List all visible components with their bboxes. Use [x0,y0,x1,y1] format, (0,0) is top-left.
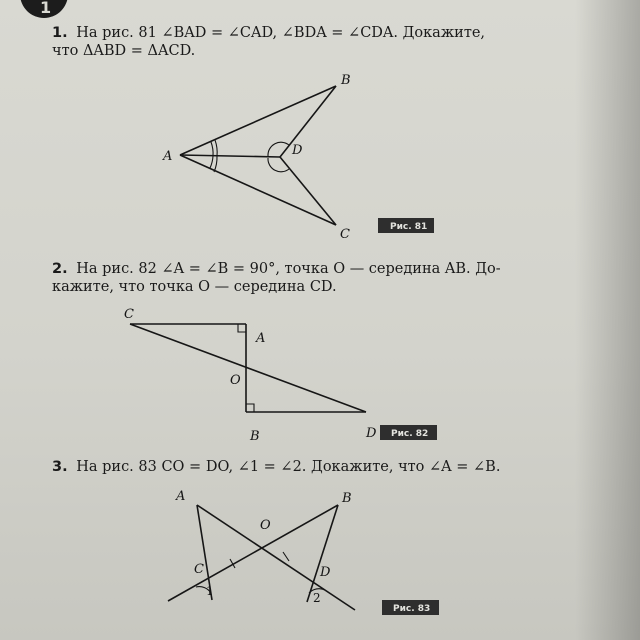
problem-1-line-1: На рис. 81 ∠BAD = ∠CAD, ∠BDA = ∠CDA. Докажите, [76,25,486,41]
point-c-label-81: C [340,227,350,242]
segment-dc [280,157,336,225]
figure-83 [168,489,439,615]
figure-82-tag: Рис. 82 [391,429,429,439]
angle-2-label: 2 [313,591,321,605]
figure-81-tag: Рис. 81 [390,222,428,232]
problem-2-line-2: кажите, что точка O — середина CD. [52,279,337,295]
point-b-label-81: B [341,73,351,88]
problem-2-line-1: На рис. 82 ∠A = ∠B = 90°, точка O — середина AB. До- [76,261,501,277]
angle-bad-arc-2 [215,140,217,156]
point-b-label-83: B [342,491,352,506]
point-d-label-81: D [292,143,303,158]
segment-a-through-d [197,505,355,610]
problem-2-number: 2. [52,261,68,277]
figure-82 [124,307,437,444]
point-d-label-83: D [320,565,331,580]
point-a-label-83: A [176,489,186,504]
page-shadow [575,0,640,640]
angle-cad-arc-1 [210,156,213,168]
angle-1-label: 1 [206,584,214,598]
figure-83-tag: Рис. 83 [393,604,431,614]
point-o-label-83: O [260,518,271,533]
angle-bad-arc-1 [211,142,213,156]
problem-3-number: 3. [52,459,68,475]
right-angle-b [246,404,254,412]
segment-ad [180,155,280,157]
segment-ac [180,155,336,225]
angle-cad-arc-2 [214,156,217,172]
segment-ab [180,86,336,155]
point-a-label-82: A [256,331,266,346]
point-c-label-83: C [194,562,204,577]
point-o-label-82: O [230,373,241,388]
point-b-label-82: B [250,429,260,444]
segment-db [280,86,336,157]
tick-do [283,552,289,561]
point-c-label-82: C [124,307,134,322]
point-a-label-81: A [163,149,173,164]
problem-3-line-1: На рис. 83 CO = DO, ∠1 = ∠2. Докажите, что ∠A = ∠B. [76,459,501,475]
figure-81 [162,73,434,242]
problem-1-number: 1. [52,25,68,41]
segment-cd [130,324,366,412]
chapter-badge-number: 1 [40,0,52,17]
problem-1-line-2: что ΔABD = ΔACD. [52,43,196,59]
right-angle-a [238,324,246,332]
point-d-label-82: D [366,426,377,441]
